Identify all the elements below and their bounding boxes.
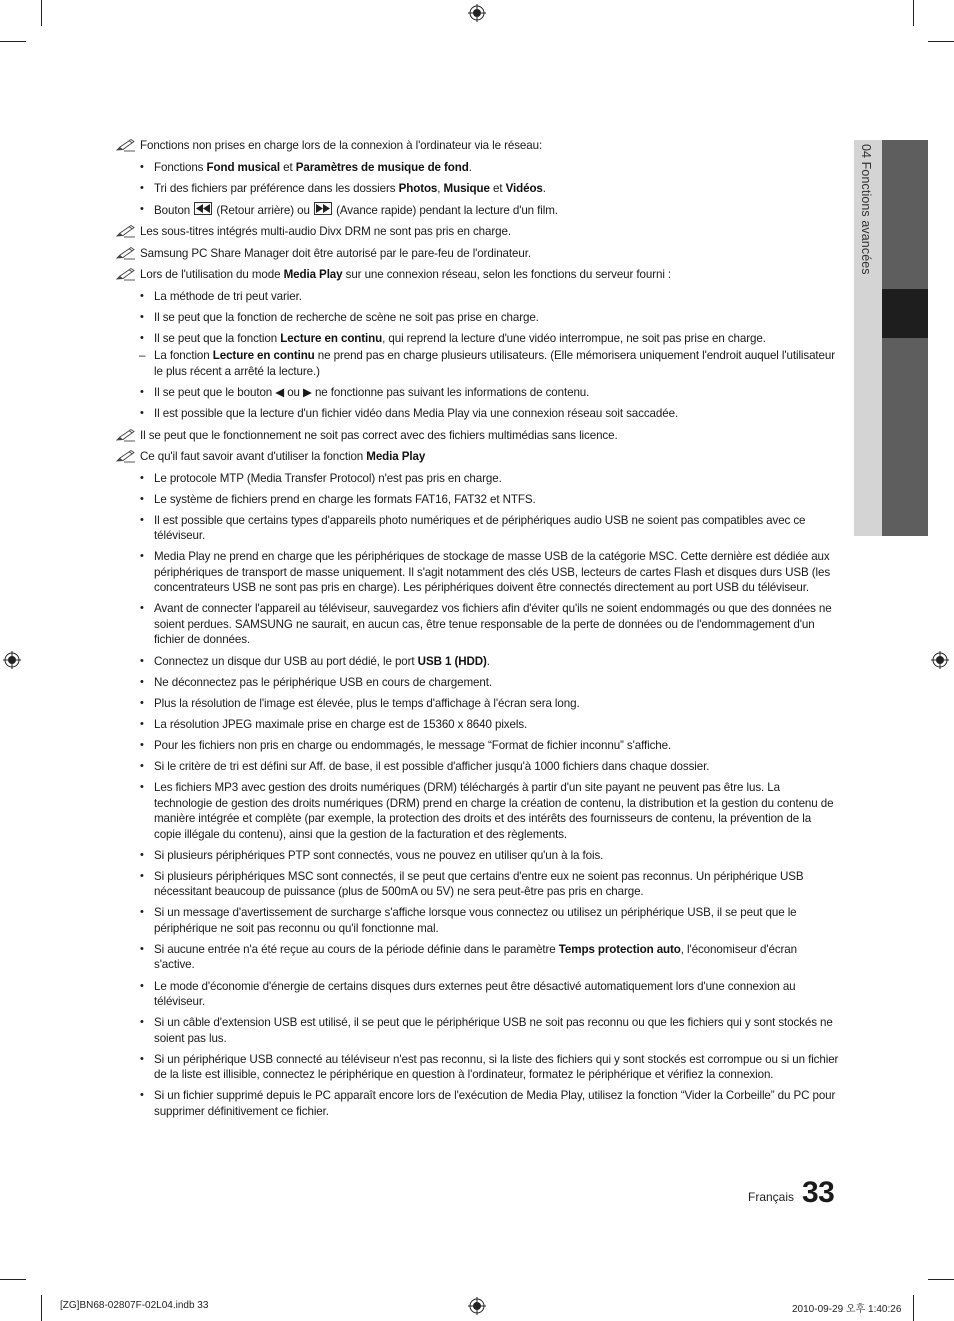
bullet-text: Bouton (Retour arrière) ou (Avance rapide) pendant la lecture d'un film. <box>154 203 558 217</box>
bullet-text: Le système de fichiers prend en charge les formats FAT16, FAT32 et NTFS. <box>154 492 536 506</box>
bullet-item <box>116 471 840 487</box>
registration-mark-icon <box>468 4 486 22</box>
crop-mark <box>0 1279 26 1280</box>
bullet-item <box>116 1052 840 1083</box>
bullet-item <box>116 696 840 712</box>
bullet-item <box>116 675 840 691</box>
bullet-item <box>116 979 840 1010</box>
bullet-text: Si plusieurs périphériques PTP sont connectés, vous ne pouvez en utiliser qu'un à la fois. <box>154 848 604 862</box>
note-text: Fonctions non prises en charge lors de la connexion à l'ordinateur via le réseau: <box>140 139 543 152</box>
bullet-item <box>116 759 840 775</box>
crop-mark <box>913 1295 914 1321</box>
crop-mark <box>913 0 914 26</box>
bullet-text: Il se peut que la fonction Lecture en continu, qui reprend la lecture d'une vidéo interrompue, ne soit pas prise en charge. <box>154 331 766 345</box>
note-item <box>116 138 840 154</box>
bullet-item <box>116 331 840 380</box>
bullet-text: Connectez un disque dur USB au port dédié, le port USB 1 (HDD). <box>154 654 490 668</box>
fast-forward-icon <box>314 202 332 215</box>
bullet-text: Si un périphérique USB connecté au téléviseur n'est pas reconnu, si la liste des fichiers qui y sont stockés est corrompue ou si un fichier de la liste est illisible, connectez le périphérique en question à l'ordinateur, formatez le périphérique et vérifiez la connexion. <box>154 1052 839 1082</box>
crop-mark <box>41 0 42 26</box>
bullet-text: Si un fichier supprimé depuis le PC apparaît encore lors de l'exécution de Media Play, utilisez la fonction “Vider la Corbeille” du PC pour supprimer définitivement ce fichier. <box>154 1089 836 1118</box>
sub-item: – La fonction Lecture en continu ne prend pas en charge plusieurs utilisateurs. (Elle mémorisera uniquement l'endroit auquel l'utilisateur le plus récent a arrêté la lecture.) <box>139 348 840 379</box>
bullet-item <box>116 492 840 508</box>
note-item <box>116 428 840 444</box>
crop-mark <box>928 1279 954 1280</box>
bullet-item <box>116 406 840 422</box>
bullet-text: Ne déconnectez pas le périphérique USB en cours de chargement. <box>154 675 492 689</box>
bullet-text: La méthode de tri peut varier. <box>154 289 302 303</box>
bullet-text: Si aucune entrée n'a été reçue au cours de la période définie dans le paramètre Temps protection auto, l'économiseur d'écran s'active. <box>154 942 797 972</box>
bullet-text: Si plusieurs périphériques MSC sont connectés, il se peut que certains d'entre eux ne soient pas reconnus. Un périphérique USB nécessitant beaucoup de puissance (plus de 500mA ou 5V) ne sera peut-être pas pris en charge. <box>154 869 804 899</box>
bullet-item <box>116 1088 840 1119</box>
bullet-list <box>116 289 840 422</box>
bullet-text: La résolution JPEG maximale prise en charge est de 15360 x 8640 pixels. <box>154 717 528 731</box>
note-pen-icon <box>116 246 136 260</box>
bullet-item <box>116 780 840 842</box>
bullet-text: Pour les fichiers non pris en charge ou endommagés, le message “Format de fichier inconnu” s'affiche. <box>154 738 672 752</box>
chapter-label: 04 Fonctions avancées <box>859 144 873 275</box>
note-pen-icon <box>116 224 136 238</box>
note-item <box>116 246 840 262</box>
bullet-text: Tri des fichiers par préférence dans les dossiers Photos, Musique et Vidéos. <box>154 181 546 195</box>
registration-mark-icon <box>468 1297 486 1315</box>
bullet-text: Il se peut que le bouton ◀ ou ▶ ne fonctionne pas suivant les informations de contenu. <box>154 385 590 399</box>
note-item <box>116 449 840 465</box>
bullet-text: Fonctions Fond musical et Paramètres de musique de fond. <box>154 160 472 174</box>
bullet-item <box>116 181 840 197</box>
bullet-list <box>116 160 840 219</box>
note-pen-icon <box>116 138 136 152</box>
active-chapter-marker <box>882 289 928 338</box>
chapter-index-bar <box>882 140 928 536</box>
bullet-item <box>116 717 840 733</box>
bullet-text: Il est possible que certains types d'appareils photo numériques et de périphériques audio USB ne soient pas compatibles avec ce téléviseur. <box>154 513 806 543</box>
registration-mark-icon <box>3 651 21 669</box>
bullet-item <box>116 601 840 648</box>
bullet-item <box>116 848 840 864</box>
note-item <box>116 267 840 283</box>
bullet-text: Plus la résolution de l'image est élevée, plus le temps d'affichage à l'écran sera long. <box>154 696 580 710</box>
footer-language: Français <box>748 1190 795 1204</box>
note-text: Lors de l'utilisation du mode Media Play sur une connexion réseau, selon les fonctions du serveur fourni : <box>140 268 672 282</box>
bullet-item <box>116 310 840 326</box>
sub-list <box>154 348 840 379</box>
bullet-item <box>116 942 840 973</box>
note-pen-icon <box>116 449 136 463</box>
note-text: Ce qu'il faut savoir avant d'utiliser la fonction Media Play <box>140 450 426 464</box>
bullet-text: Il se peut que la fonction de recherche de scène ne soit pas prise en charge. <box>154 310 539 324</box>
bullet-item <box>116 1015 840 1046</box>
bullet-text: Si un message d'avertissement de surcharge s'affiche lorsque vous connectez ou utilisez un périphérique USB, il se peut que le périphérique ne soit pas reconnu ou qu'il fonctionne mal. <box>154 906 797 935</box>
bullet-item <box>116 869 840 900</box>
bullet-item <box>116 905 840 936</box>
note-text: Il se peut que le fonctionnement ne soit pas correct avec des fichiers multimédias sans licence. <box>140 428 618 442</box>
rewind-icon <box>194 202 212 215</box>
print-slug-datetime: 2010-09-29 오후 1:40:26 <box>792 1304 902 1315</box>
bullet-text: Avant de connecter l'appareil au téléviseur, sauvegardez vos fichiers afin d'éviter qu'ils ne soient endommagés ou que des données ne soient perdues. SAMSUNG ne saurait, en aucun cas, être tenue responsable de la perte de données ou de l'endommagement d'un fichier de données. <box>154 602 832 647</box>
bullet-item <box>116 202 840 219</box>
note-text: Les sous-titres intégrés multi-audio Divx DRM ne sont pas pris en charge. <box>140 225 511 239</box>
bullet-item <box>116 654 840 670</box>
chapter-side-tab <box>854 140 882 536</box>
bullet-item <box>116 289 840 305</box>
print-slug-file: [ZG]BN68-02807F-02L04.indb 33 <box>60 1300 209 1311</box>
bullet-text: Le protocole MTP (Media Transfer Protocol) n'est pas pris en charge. <box>154 471 502 485</box>
note-pen-icon <box>116 428 136 442</box>
bullet-text: Il est possible que la lecture d'un fichier vidéo dans Media Play via une connexion réseau soit saccadée. <box>154 407 679 421</box>
page-number: 33 <box>802 1176 835 1209</box>
bullet-text: Si le critère de tri est défini sur Aff. de base, il est possible d'afficher jusqu'à 1000 fichiers dans chaque dossier. <box>154 760 710 773</box>
note-pen-icon <box>116 267 136 281</box>
note-item <box>116 224 840 240</box>
crop-mark <box>0 41 26 42</box>
bullet-item <box>116 385 840 401</box>
bullet-list <box>116 471 840 1120</box>
crop-mark <box>41 1295 42 1321</box>
bullet-item <box>116 513 840 544</box>
crop-mark <box>928 41 954 42</box>
bullet-text: Le mode d'économie d'énergie de certains disques durs externes peut être désactivé automatiquement lors d'une connexion au téléviseur. <box>154 979 796 1009</box>
bullet-text: Les fichiers MP3 avec gestion des droits numériques (DRM) téléchargés à partir d'un site payant ne peuvent pas être lus. La technologie de gestion des droits numériques (DRM) prend en charge la création de contenu, la distribution et la gestion du contenu de manière intégrée et complète (par exemple, la protection des droits et des intérêts des fournisseurs de contenu, la prévention de la copie illégale du contenu), ainsi que la gestion de la facturation et des règlements. <box>154 781 834 841</box>
bullet-text: Media Play ne prend en charge que les périphériques de stockage de masse USB de la catégorie MSC. Cette dernière est dédiée aux périphériques de transport de masse uniquement. Il s'agit notamment des clés USB, lecteurs de cartes Flash et disques durs USB (les concentrateurs USB ne sont pas pris en charge). Les périphériques doivent être connectés directement au port USB du téléviseur. <box>154 550 831 595</box>
bullet-item <box>116 160 840 176</box>
bullet-item <box>116 738 840 754</box>
page-content <box>116 138 840 1125</box>
bullet-text: Si un câble d'extension USB est utilisé, il se peut que le périphérique USB ne soit pas reconnu ou que les fichiers qui y sont stockés ne soient pas lus. <box>154 1016 833 1045</box>
note-text: Samsung PC Share Manager doit être autorisé par le pare-feu de l'ordinateur. <box>140 246 531 260</box>
bullet-item <box>116 549 840 596</box>
registration-mark-icon <box>931 651 949 669</box>
